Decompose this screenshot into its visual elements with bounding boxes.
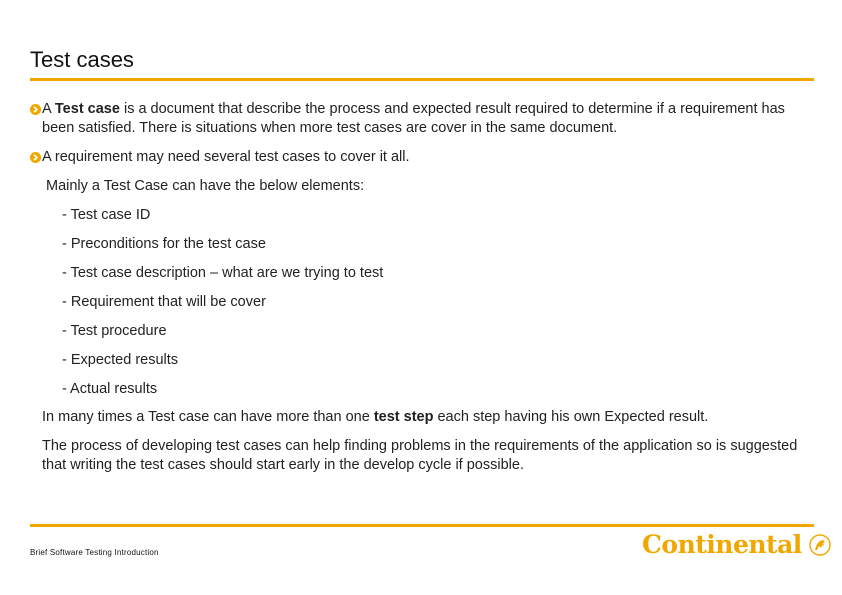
bullet-text-post: is a document that describe the process and expected result required to determine if a requirement has been satisfied. There is situations when more test cases are cover in the same document. [42, 101, 785, 136]
element-item: - Test case ID [62, 207, 151, 223]
continental-logo [642, 530, 831, 564]
element-item: - Preconditions for the test case [62, 236, 266, 252]
chevron-bullet-icon [30, 104, 41, 115]
footer-title: Brief Software Testing Introduction [30, 548, 159, 557]
bullet-text: A requirement may need several test cases to cover it all. [42, 149, 410, 165]
bullet-requirement-coverage [30, 148, 820, 167]
bullet-test-case-definition [30, 100, 820, 138]
chevron-bullet-icon [30, 152, 41, 163]
para-text-pre: In many times a Test case can have more than one [42, 409, 374, 425]
paragraph-test-steps [42, 408, 822, 427]
bullet-text-pre: A [42, 101, 55, 117]
para-text-bold: test step [373, 409, 434, 425]
element-item: - Requirement that will be cover [62, 294, 266, 310]
paragraph-development-process: The process of developing test cases can help finding problems in the requirements of the application so is suggested that writing the test cases should start early in the develop cycle if possible. [42, 438, 798, 473]
footer-divider [30, 524, 814, 527]
para-text-post: each step having his own Expected result. [433, 409, 709, 425]
slide-title: Test cases [30, 47, 134, 72]
title-divider [30, 78, 814, 81]
element-item: - Test procedure [62, 323, 167, 339]
element-item: - Expected results [62, 352, 179, 368]
bullet-text-bold: Test case [54, 101, 120, 117]
horse-icon [809, 534, 831, 556]
elements-intro: Mainly a Test Case can have the below elements: [46, 178, 365, 194]
element-item: - Test case description – what are we trying to test [62, 265, 384, 281]
logo-wordmark: Continental [642, 530, 802, 559]
element-item: - Actual results [62, 381, 158, 397]
